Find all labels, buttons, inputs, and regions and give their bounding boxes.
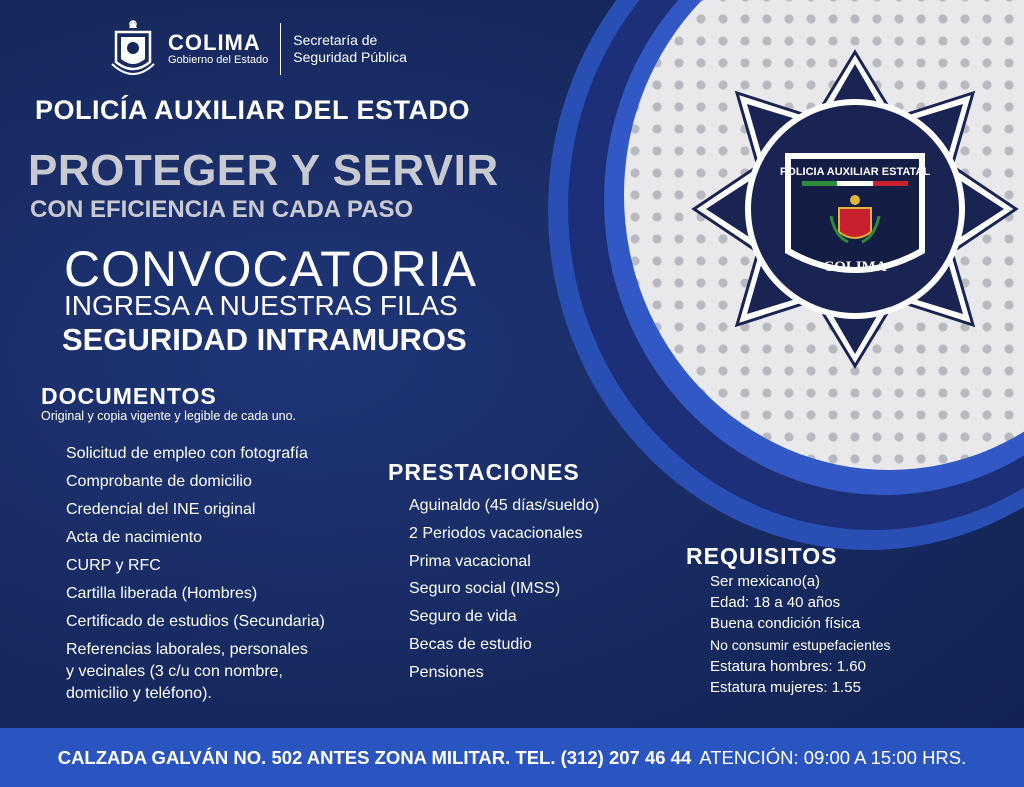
- requisitos-item: No consumir estupefacientes: [710, 636, 891, 653]
- prestaciones-title: PRESTACIONES: [388, 459, 580, 485]
- requisitos-list: [710, 571, 891, 698]
- documentos-item: Referencias laborales, personales y vecinales (3 c/u con nombre, domicilio y teléfono).: [66, 641, 308, 702]
- documentos-item: CURP y RFC: [66, 557, 161, 574]
- secretaria-line2: Seguridad Pública: [293, 49, 407, 65]
- slogan-main: PROTEGER Y SERVIR: [28, 146, 499, 195]
- requisitos-item: Buena condición física: [710, 615, 861, 633]
- prestaciones-item: Seguro social (IMSS): [409, 580, 561, 598]
- prestaciones-item: Seguro de vida: [409, 608, 517, 626]
- badge-title: POLICIA AUXILIAR ESTATAL: [779, 166, 931, 178]
- secretaria-line1: Secretaría de: [293, 32, 378, 48]
- header: [110, 14, 407, 84]
- documentos-item: Acta de nacimiento: [66, 529, 203, 546]
- footer-bar: [0, 728, 1024, 787]
- prestaciones-list: [409, 492, 599, 687]
- documentos-item: Certificado de estudios (Secundaria): [66, 613, 325, 630]
- footer-hours: ATENCIÓN: 09:00 A 15:00 HRS.: [699, 746, 967, 768]
- prestaciones-item: Pensiones: [409, 663, 484, 681]
- prestaciones-item: 2 Periodos vacacionales: [409, 524, 583, 542]
- ingresa-subtitle: INGRESA A NUESTRAS FILAS: [64, 290, 458, 321]
- documentos-item: Cartilla liberada (Hombres): [66, 585, 258, 602]
- area-title: SEGURIDAD INTRAMUROS: [62, 322, 467, 357]
- requisitos-title: REQUISITOS: [686, 543, 838, 569]
- badge-place: COLIMA: [823, 259, 887, 275]
- prestaciones-item: Prima vacacional: [409, 552, 531, 570]
- state-name: COLIMA: [168, 30, 261, 55]
- requisitos-item: Estatura mujeres: 1.55: [710, 679, 861, 697]
- prestaciones-item: Becas de estudio: [409, 635, 532, 653]
- slogan-sub: CON EFICIENCIA EN CADA PASO: [30, 196, 414, 223]
- documentos-item: Solicitud de empleo con fotografía: [66, 445, 308, 462]
- police-star-badge-icon: [690, 48, 1020, 370]
- header-divider: [280, 23, 281, 75]
- secretaria-label: [293, 32, 407, 66]
- prestaciones-item: Aguinaldo (45 días/sueldo): [409, 497, 600, 514]
- documentos-item: Comprobante de domicilio: [66, 473, 252, 490]
- agency-title: POLICÍA AUXILIAR DEL ESTADO: [35, 95, 471, 125]
- documentos-list: [66, 440, 325, 705]
- documentos-subtitle: Original y copia vigente y legible de cada uno.: [41, 409, 297, 423]
- colima-logo: [168, 32, 268, 66]
- footer-address: CALZADA GALVÁN NO. 502 ANTES ZONA MILITAR. TEL. (312) 207 46 44: [57, 746, 692, 768]
- requisitos-item: Edad: 18 a 40 años: [710, 594, 841, 612]
- requisitos-item: Estatura hombres: 1.60: [710, 657, 866, 675]
- colima-seal-icon: [110, 18, 156, 80]
- requisitos-item: Ser mexicano(a): [710, 573, 821, 590]
- documentos-title: DOCUMENTOS: [41, 383, 217, 409]
- documentos-item: Credencial del INE original: [66, 501, 256, 518]
- state-subtitle: Gobierno del Estado: [168, 54, 269, 66]
- convocatoria-title: CONVOCATORIA: [64, 241, 477, 297]
